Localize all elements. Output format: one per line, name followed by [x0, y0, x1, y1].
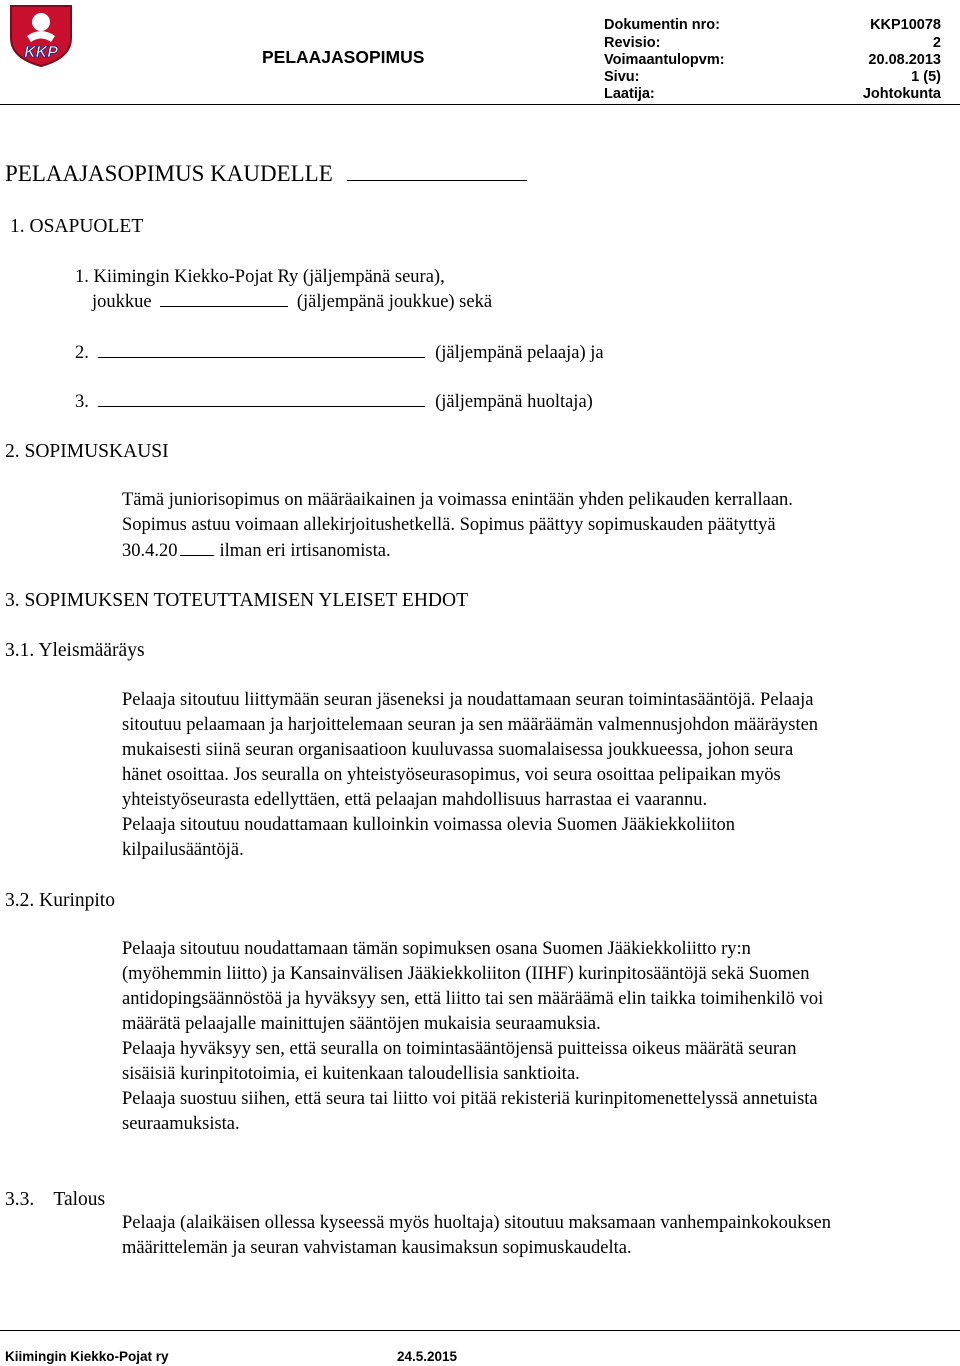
text-line: Pelaaja suostuu siihen, että seura tai liitto voi pitää rekisteriä kurinpitomenettelyssä annetuista	[122, 1089, 818, 1109]
club-logo	[5, 2, 77, 68]
meta-label-page: Sivu:	[604, 69, 640, 85]
meta-value-effective-date: 20.08.2013	[868, 52, 941, 68]
header-divider	[0, 104, 960, 105]
meta-value-document-number: KKP10078	[870, 17, 941, 33]
section-1-heading: 1. OSAPUOLET	[10, 216, 144, 237]
text-line: määrittelemän ja seuran vahvistaman kausimaksun sopimuskaudelta.	[122, 1238, 632, 1258]
text-line: (myöhemmin liitto) ja Kansainvälisen Jääkiekkoliiton (IIHF) kurinpitosääntöjä sekä Suomen	[122, 964, 810, 984]
party-2-line: 2. (jäljempänä pelaaja) ja	[75, 340, 604, 366]
text-line: Sopimus astuu voimaan allekirjoitushetkellä. Sopimus päättyy sopimuskauden päätyttyä	[122, 515, 776, 535]
text-line: Pelaaja (alaikäisen ollessa kyseessä myös huoltaja) sitoutuu maksamaan vanhempainkokouksen	[122, 1213, 831, 1233]
meta-value-page: 1 (5)	[911, 69, 941, 85]
text-line: yhteistyöseurasta edellyttäen, että pelaajan mahdollisuus harrastaa ei vaarannu.	[122, 790, 708, 810]
meta-label-author: Laatija:	[604, 86, 655, 102]
meta-label-effective-date: Voimaantulopvm:	[604, 52, 725, 68]
party-1-line-2: joukkue (jäljempänä joukkue) sekä	[92, 289, 492, 315]
player-blank	[98, 340, 425, 358]
text-line: kilpailusääntöjä.	[122, 840, 244, 860]
text-line: sitoutuu pelaamaan ja harjoittelemaan seuran ja sen määräämän valmennusjohdon määräysten	[122, 715, 819, 735]
party-1-line-1: 1. Kiimingin Kiekko-Pojat Ry (jäljempänä seura),	[75, 267, 445, 287]
text-line: määrätä pelaajalle mainittujen sääntöjen mukaisia seuraamuksia.	[122, 1014, 601, 1034]
meta-label-document-number: Dokumentin nro:	[604, 17, 720, 33]
section-3-2-text	[122, 937, 823, 1137]
section-2-text	[122, 488, 793, 564]
footer-divider	[0, 1330, 960, 1331]
main-title: PELAAJASOPIMUS KAUDELLE	[5, 160, 527, 187]
section-3-1-heading: 3.1. Yleismääräys	[5, 640, 145, 661]
document-title: PELAAJASOPIMUS	[262, 47, 425, 67]
text-line: Pelaaja sitoutuu noudattamaan tämän sopimuksen osana Suomen Jääkiekkoliitto ry:n	[122, 939, 751, 959]
team-blank	[160, 289, 288, 307]
text-line: Pelaaja sitoutuu noudattamaan kulloinkin voimassa olevia Suomen Jääkiekkoliiton	[122, 815, 735, 835]
section-3-1-text	[122, 688, 818, 863]
text-line: Pelaaja sitoutuu liittymään seuran jäseneksi ja noudattamaan seuran toimintasääntöjä. Pelaaja	[122, 690, 814, 710]
section-3-3-text	[122, 1211, 831, 1261]
text-line: hänet osoittaa. Jos seuralla on yhteistyöseurasopimus, voi seura osoittaa pelipaikan myös	[122, 765, 781, 785]
text-line: Pelaaja hyväksyy sen, että seuralla on toimintasääntöjensä puitteissa oikeus määrätä seuran	[122, 1039, 797, 1059]
text-line: seuraamuksista.	[122, 1114, 240, 1134]
party-3-line: 3. (jäljempänä huoltaja)	[75, 389, 593, 415]
year-blank	[180, 538, 214, 556]
text-line: 30.4.20 ilman eri irtisanomista.	[122, 538, 793, 564]
text-line: sisäisiä kurinpitotoimia, ei kuitenkaan taloudellisia sanktioita.	[122, 1064, 580, 1084]
text-line: Tämä juniorisopimus on määräaikainen ja voimassa enintään yhden pelikauden kerrallaan.	[122, 490, 793, 510]
section-3-heading: 3. SOPIMUKSEN TOTEUTTAMISEN YLEISET EHDOT	[5, 590, 469, 611]
meta-value-revision: 2	[932, 35, 941, 51]
guardian-blank	[98, 389, 425, 407]
section-3-3-heading: 3.3. Talous	[5, 1189, 106, 1210]
meta-label-revision: Revisio:	[604, 35, 661, 51]
season-blank	[347, 160, 527, 181]
footer-date: 24.5.2015	[397, 1349, 458, 1364]
text-line: mukaisesti siinä seuran organisaatioon kuuluvassa suomalaisessa joukkueessa, johon seura	[122, 740, 794, 760]
section-3-2-heading: 3.2. Kurinpito	[5, 890, 115, 911]
footer-organization: Kiimingin Kiekko-Pojat ry	[5, 1349, 169, 1364]
section-2-heading: 2. SOPIMUSKAUSI	[5, 441, 169, 462]
meta-value-author: Johtokunta	[862, 86, 941, 102]
text-line: antidopingsäännöstöä ja hyväksyy sen, että liitto tai sen määräämä elin taikka toimihenkilö voi	[122, 989, 824, 1009]
logo-text: KKP	[24, 44, 58, 61]
